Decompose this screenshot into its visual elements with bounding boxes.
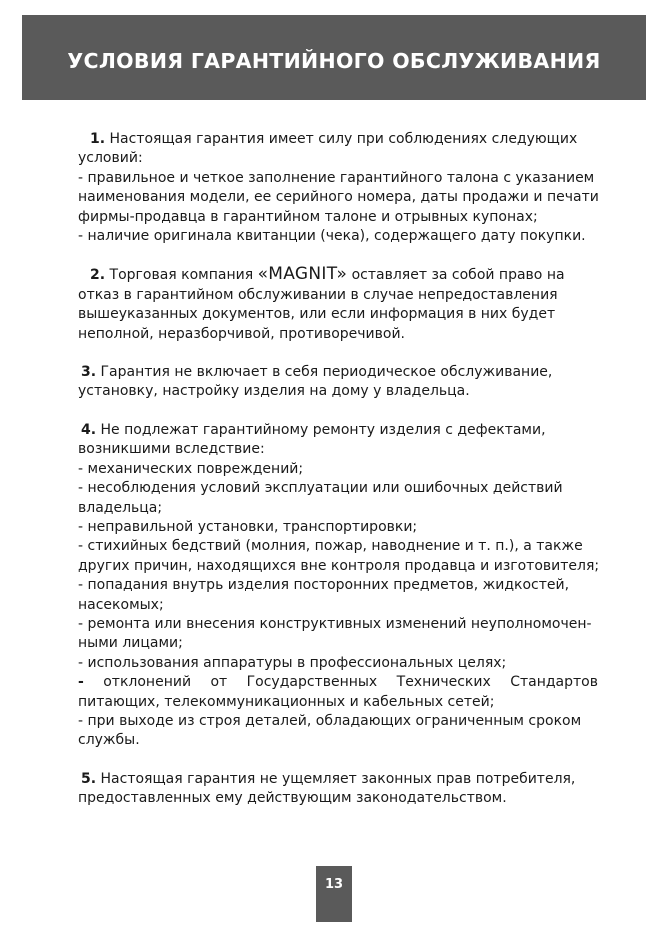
word: Технических [396,674,491,691]
text-line: насекомых; [78,596,164,613]
section-number: 4. [81,421,97,438]
section-1 [78,130,598,246]
section-number: 3. [81,364,97,381]
section-text: Не подлежат гарантийному ремонту изделия с дефектами, [96,421,546,438]
text-line: - ремонта или внесения конструктивных изменений неуполномочен- [78,615,592,632]
section-number: 5. [81,770,97,787]
text-line: ными лицами; [78,635,183,652]
text-line: возникшими вследствие: [78,441,265,458]
section-text: Настоящая гарантия имеет силу при соблюдениях следующих [105,131,578,147]
section-4 [78,421,598,751]
text-line: - механических повреждений; [78,460,304,477]
page-title: УСЛОВИЯ ГАРАНТИЙНОГО ОБСЛУЖИВАНИЯ [67,48,601,73]
text-line: - наличие оригинала квитанции (чека), содержащего дату покупки. [78,228,586,245]
warranty-terms [78,130,598,828]
text-line: других причин, находящихся вне контроля продавца и изготовителя; [78,557,600,574]
text-line: - правильное и четкое заполнение гарантийного талона с указанием [78,169,595,186]
brand-name: «MAGNIT» [257,264,348,285]
text-line: - стихийных бедствий (молния, пожар, наводнение и т. п.), а также [78,538,583,555]
text-line: наименования модели, ее серийного номера, даты продажи и печати [78,189,599,206]
section-5-first-line [78,770,598,789]
text-line: питающих, телекоммуникационных и кабельных сетей; [78,693,495,710]
text-line: - при выходе из строя деталей, обладающих ограниченным сроком [78,712,582,729]
section-text: Гарантия не включает в себя периодическое обслуживание, [96,364,553,381]
text-line: службы. [78,732,140,749]
section-4-first-line [78,421,598,440]
header-bar [22,15,646,100]
text-line: вышеуказанных документов, или если информация в них будет [78,306,556,323]
justified-line [78,673,598,692]
text-line: - использования аппаратуры в профессиональных целях; [78,654,507,671]
text-line: предоставленных ему действующим законодательством. [78,790,507,807]
text-line: - попадания внутрь изделия посторонних предметов, жидкостей, [78,577,570,594]
text-line: неполной, неразборчивой, противоречивой. [78,325,406,342]
word: Государственных [246,674,378,691]
text-line: условий: [78,150,143,167]
section-3 [78,363,598,402]
text-line: владельца; [78,499,163,516]
word: отклонений [103,674,192,691]
section-3-first-line [78,363,598,382]
section-text: Настоящая гарантия не ущемляет законных прав потребителя, [96,770,576,787]
section-2-first-line [78,265,598,285]
text-line: установку, настройку изделия на дому у владельца. [78,383,470,400]
text-line: - неправильной установки, транспортировки; [78,518,418,535]
section-2 [78,265,598,344]
section-text: Торговая компания [105,267,258,284]
text-line: - несоблюдения условий эксплуатации или ошибочных действий [78,480,563,497]
section-number: 1. [90,131,106,147]
section-number: 2. [90,267,106,284]
word: от [210,674,228,691]
section-1-first-line [78,130,598,149]
word: Стандартов [510,674,598,691]
page-number: 13 [316,866,352,922]
text-line: отказ в гарантийном обслуживании в случае непредоставления [78,286,558,303]
word: - [78,674,84,691]
text-line: фирмы-продавца в гарантийном талоне и отрывных купонах; [78,208,538,225]
section-5 [78,770,598,809]
section-text: оставляет за собой право на [347,267,565,284]
